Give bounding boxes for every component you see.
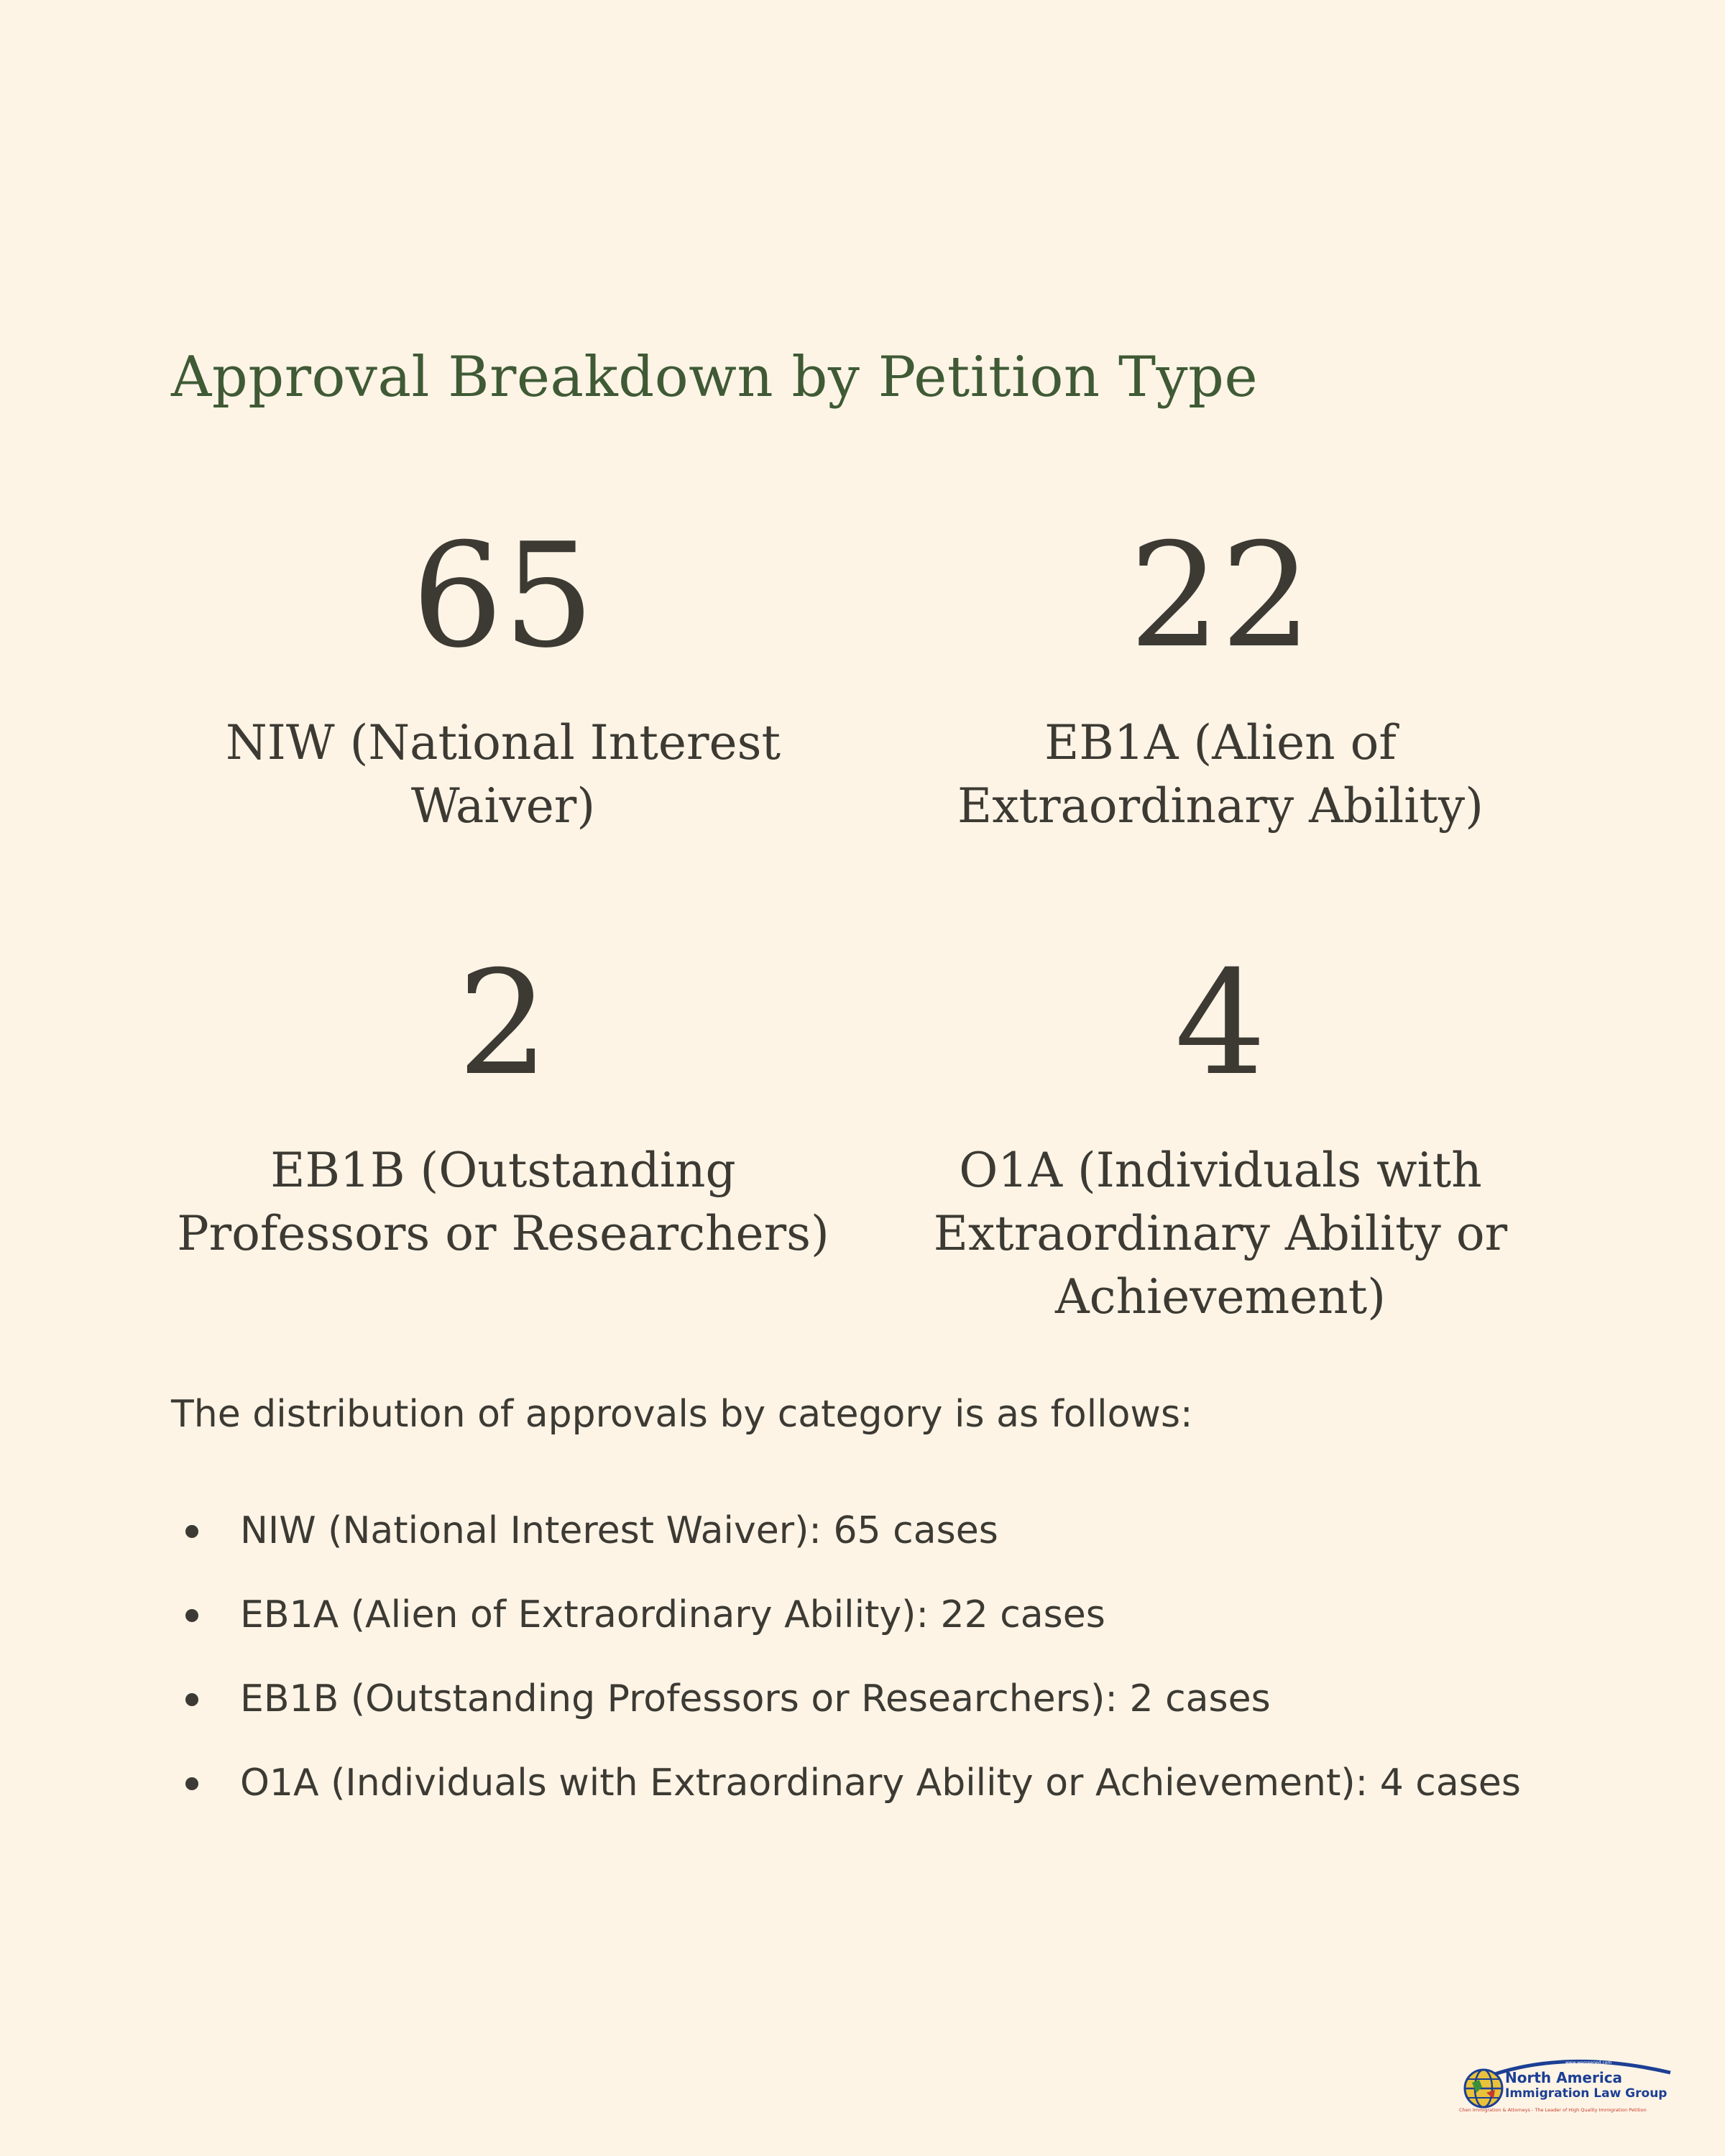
list-item-text: EB1B (Outstanding Professors or Researchers): 2 cases bbox=[240, 1677, 1271, 1720]
stat-niw bbox=[165, 512, 841, 838]
bullet-icon bbox=[185, 1525, 198, 1538]
distribution-intro: The distribution of approvals by category is as follows: bbox=[171, 1393, 1193, 1436]
list-item bbox=[171, 1502, 1521, 1586]
logo-name-line1: North America bbox=[1505, 2069, 1623, 2086]
page-title: Approval Breakdown by Petition Type bbox=[171, 345, 1259, 410]
bullet-icon bbox=[185, 1777, 198, 1790]
logo-graphic bbox=[1458, 2053, 1680, 2117]
stat-eb1a-label: EB1A (Alien of Extraordinary Ability) bbox=[957, 715, 1484, 834]
list-item-text: O1A (Individuals with Extraordinary Ability or Achievement): 4 cases bbox=[240, 1761, 1521, 1805]
bullet-icon bbox=[185, 1609, 198, 1622]
list-item-text: NIW (National Interest Waiver): 65 cases bbox=[240, 1509, 998, 1552]
stat-eb1a-value: 22 bbox=[1128, 512, 1312, 680]
list-item-text: EB1A (Alien of Extraordinary Ability): 22 cases bbox=[240, 1593, 1105, 1636]
company-logo bbox=[1458, 2053, 1680, 2117]
stat-eb1b-label: EB1B (Outstanding Professors or Researchers) bbox=[177, 1143, 829, 1261]
stat-eb1b bbox=[165, 940, 841, 1266]
list-item bbox=[171, 1754, 1521, 1838]
globe-icon bbox=[1465, 2070, 1502, 2107]
logo-name-line2: Immigration Law Group bbox=[1505, 2086, 1668, 2101]
stat-eb1b-value: 2 bbox=[457, 940, 549, 1107]
breakdown-list bbox=[171, 1502, 1521, 1838]
logo-url: www.wegreened.com bbox=[1565, 2060, 1612, 2065]
stat-o1a-label: O1A (Individuals with Extraordinary Ability or Achievement) bbox=[933, 1143, 1508, 1325]
bullet-icon bbox=[185, 1693, 198, 1706]
logo-tagline: Chen Immigration & Attorneys - The Leader of High Quality Immigration Petition bbox=[1459, 2107, 1647, 2113]
stat-o1a bbox=[883, 940, 1558, 1329]
list-item bbox=[171, 1670, 1521, 1754]
stat-niw-value: 65 bbox=[411, 512, 595, 680]
stat-niw-label: NIW (National Interest Waiver) bbox=[226, 715, 781, 834]
stat-o1a-value: 4 bbox=[1174, 940, 1266, 1107]
list-item bbox=[171, 1586, 1521, 1670]
stat-eb1a bbox=[883, 512, 1558, 838]
